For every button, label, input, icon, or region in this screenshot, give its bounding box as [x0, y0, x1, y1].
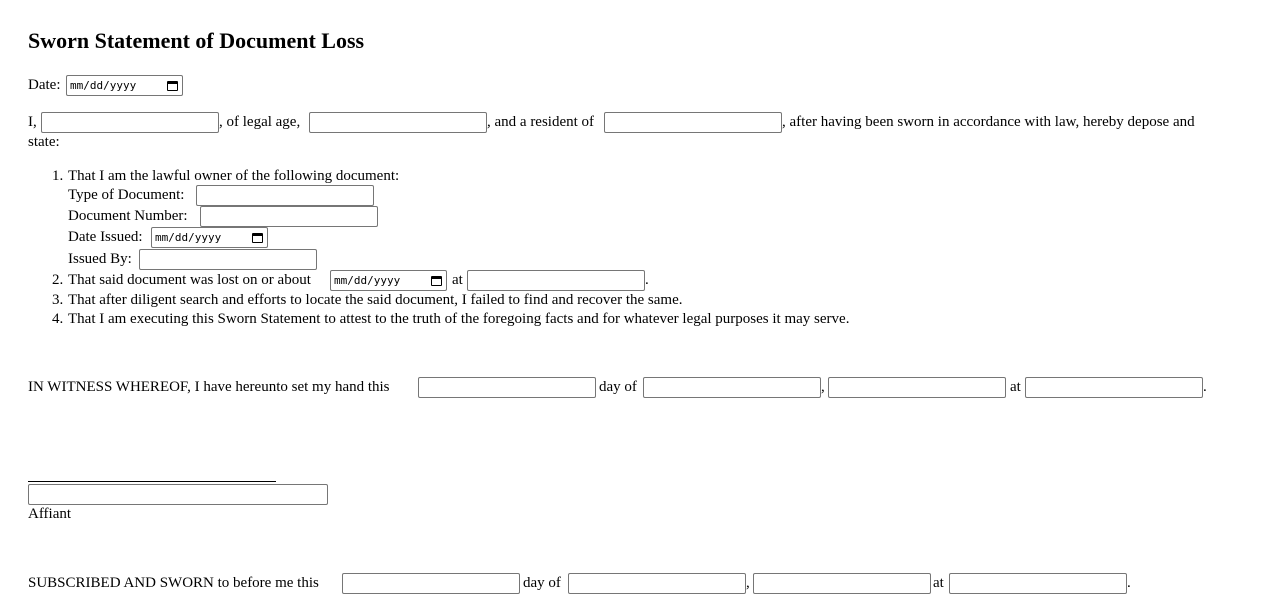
- witness-day-of-text: day of: [599, 379, 637, 395]
- document-number-label: Document Number:: [68, 208, 188, 224]
- signature-line: [28, 481, 276, 482]
- subscribed-place-input[interactable]: [949, 573, 1127, 594]
- date-issued-placeholder: mm/dd/yyyy: [155, 231, 222, 244]
- item-4-number: 4.: [52, 311, 64, 327]
- subscribed-day-input[interactable]: [342, 573, 520, 594]
- calendar-icon[interactable]: [431, 276, 442, 286]
- witness-year-input[interactable]: [828, 377, 1006, 398]
- item-2-number: 2.: [52, 272, 64, 288]
- date-input[interactable]: [66, 75, 183, 96]
- affiant-name-input[interactable]: [41, 112, 219, 133]
- date-issued-label: Date Issued:: [68, 229, 143, 245]
- affiant-label: Affiant: [28, 506, 72, 522]
- subscribed-text: SUBSCRIBED AND SWORN to before me this: [28, 575, 319, 591]
- witness-text: IN WITNESS WHEREOF, I have hereunto set my hand this: [28, 379, 390, 395]
- loss-date-input[interactable]: [330, 270, 447, 291]
- witness-comma: ,: [821, 379, 825, 395]
- subscribed-at-text: at: [933, 575, 944, 591]
- date-input-placeholder: mm/dd/yyyy: [70, 79, 137, 92]
- date-label: Date:: [28, 77, 61, 93]
- witness-at-text: at: [1010, 379, 1021, 395]
- item-1-number: 1.: [52, 168, 64, 184]
- item-3-number: 3.: [52, 292, 64, 308]
- issued-by-label: Issued By:: [68, 251, 132, 267]
- subscribed-month-input[interactable]: [568, 573, 746, 594]
- subscribed-period: .: [1127, 575, 1131, 591]
- intro-resident-text: , and a resident of: [487, 114, 595, 130]
- page-title: Sworn Statement of Document Loss: [28, 28, 365, 53]
- subscribed-year-input[interactable]: [753, 573, 931, 594]
- item-4-text: That I am executing this Sworn Statement to attest to the truth of the foregoing facts and for whatever legal purposes it may serve.: [68, 311, 850, 327]
- intro-sworn-text: , after having been sworn in accordance with law, hereby depose and: [782, 114, 1195, 130]
- witness-place-input[interactable]: [1025, 377, 1203, 398]
- affiant-signature-input[interactable]: [28, 484, 328, 505]
- document-type-label: Type of Document:: [68, 187, 185, 203]
- subscribed-day-of-text: day of: [523, 575, 561, 591]
- loss-place-input[interactable]: [467, 270, 645, 291]
- item-2-period: .: [645, 272, 649, 288]
- intro-i-text: I,: [28, 114, 37, 130]
- subscribed-comma: ,: [746, 575, 750, 591]
- witness-period: .: [1203, 379, 1207, 395]
- calendar-icon[interactable]: [252, 233, 263, 243]
- calendar-icon[interactable]: [167, 81, 178, 91]
- date-issued-input[interactable]: [151, 227, 268, 248]
- item-2-text: That said document was lost on or about: [68, 272, 311, 288]
- intro-state-text: state:: [28, 134, 60, 150]
- legal-age-input[interactable]: [309, 112, 487, 133]
- witness-day-input[interactable]: [418, 377, 596, 398]
- item-2-at-text: at: [452, 272, 463, 288]
- document-type-input[interactable]: [196, 185, 374, 206]
- residence-input[interactable]: [604, 112, 782, 133]
- item-3-text: That after diligent search and efforts to locate the said document, I failed to find and recover the same.: [68, 292, 683, 308]
- intro-legal-age-text: , of legal age,: [219, 114, 301, 130]
- witness-month-input[interactable]: [643, 377, 821, 398]
- issued-by-input[interactable]: [139, 249, 317, 270]
- loss-date-placeholder: mm/dd/yyyy: [334, 274, 401, 287]
- document-number-input[interactable]: [200, 206, 378, 227]
- item-1-text: That I am the lawful owner of the following document:: [68, 168, 400, 184]
